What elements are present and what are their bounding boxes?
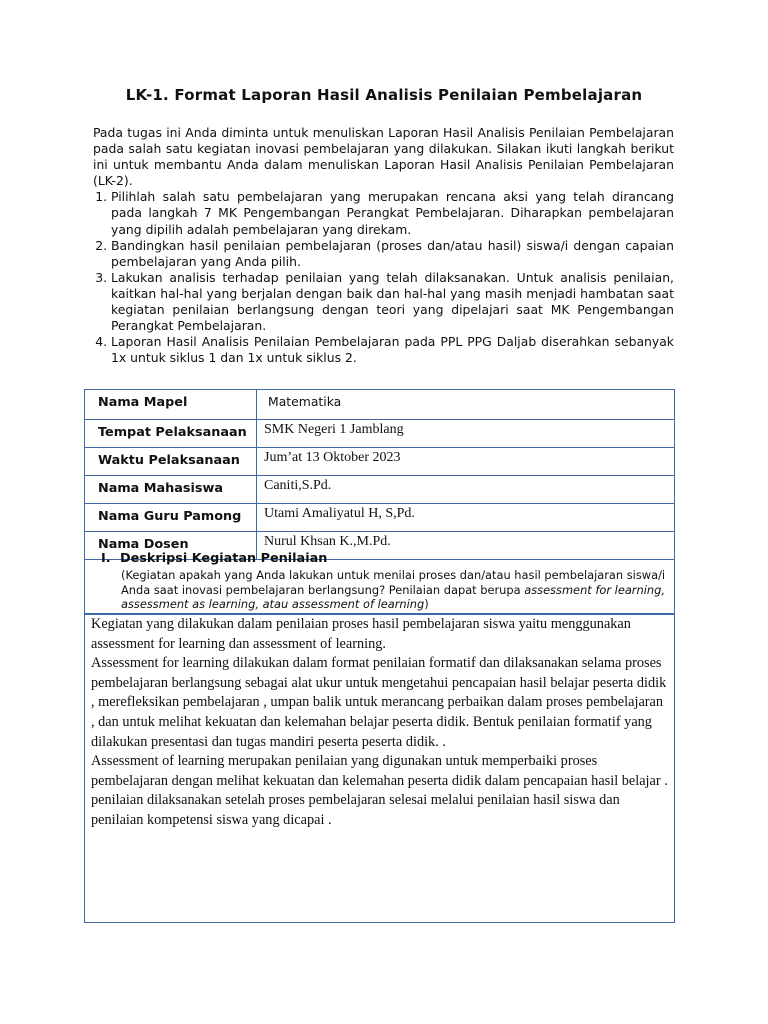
guide-text: (Kegiatan apakah yang Anda lakukan untuk menilai proses dan/atau hasil pembelajaran siswa/i Anda saat inovasi pembelajaran berlangsung? Penilaian dapat berupa [121,568,666,597]
section-number: I. [101,551,111,566]
step-item: 3. Lakukan analisis terhadap penilaian yang telah dilaksanakan. Untuk analisis penilaian, kaitkan hal-hal yang berjalan dengan baik dan hal-hal yang masih menjadi hambatan saat kegiatan penilaian berlangsung dengan teori yang dipelajari saat MK Pengembangan Perangkat Pembelajaran. [111,270,674,334]
answer-box [84,614,675,923]
table-row [85,504,675,532]
intro-paragraph: Pada tugas ini Anda diminta untuk menuliskan Laporan Hasil Analisis Penilaian Pembelajaran pada salah satu kegiatan inovasi pembelajaran yang dilakukan. Silakan ikuti langkah berikut ini untuk membantu Anda dalam menuliskan Laporan Hasil Analisis Penilaian Pembelajaran (LK-2). [93,125,674,189]
guide-closing: ) [424,597,429,612]
section-guide [121,568,666,612]
section-description-header [84,546,675,614]
page-title: LK-1. Format Laporan Hasil Analisis Penilaian Pembelajaran [125,86,643,104]
label-nama-mahasiswa: Nama Mahasiswa [85,476,257,504]
step-item: 2. Bandingkan hasil penilaian pembelajaran (proses dan/atau hasil) siswa/i dengan capaian pembelajaran yang Anda pilih. [111,238,674,270]
table-row [85,420,675,448]
value-waktu-pelaksanaan: Jum’at 13 Oktober 2023 [257,448,675,476]
value-nama-mapel: Matematika [257,390,675,420]
table-row [85,390,675,420]
guide-italic-text: assessment for learning, assessment as learning, atau assessment of learning [121,582,665,612]
value-nama-dosen: Nurul Khsan K.,M.Pd. [257,532,675,560]
answer-paragraph: Assessment for learning dilakukan dalam format penilaian formatif dan dilaksanakan selama proses pembelajaran berlangsung sebagai alat ukur untuk mengetahui pencapaian hasil belajar peserta didik , merefleksikan pembelajaran , umpan balik untuk merancang perbaikan dalam proses pembelajaran , dan untuk melihat kekuatan dan kelemahan belajar peserta didik. Bentuk penilaian formatif yang dilakukan presentasi dan tugas mandiri peserta peserta didik. . [91,655,667,750]
label-nama-mapel: Nama Mapel [85,390,257,420]
label-nama-dosen: Nama Dosen [85,532,257,560]
answer-paragraph: Assessment of learning merupakan penilaian yang digunakan untuk memperbaiki proses pembelajaran dengan melihat kekuatan dan kelemahan peserta didik dalam pencapaian hasil belajar . penilaian dilaksanakan setelah proses pembelajaran selesai melalui penilaian hasil siswa dan penilaian kompetensi siswa yang dicapai . [91,753,668,828]
answer-paragraph: Kegiatan yang dilakukan dalam penilaian proses hasil pembelajaran siswa yaitu menggunakan assessment for learning dan assessment of learning. [91,616,631,652]
step-item: 4. Laporan Hasil Analisis Penilaian Pembelajaran pada PPL PPG Daljab diserahkan sebanyak 1x untuk siklus 1 dan 1x untuk siklus 2. [111,334,674,366]
label-nama-guru-pamong: Nama Guru Pamong [85,504,257,532]
value-nama-mahasiswa: Caniti,S.Pd. [257,476,675,504]
answer-text [91,615,669,831]
section-title: Deskripsi Kegiatan Penilaian [120,551,328,566]
label-waktu-pelaksanaan: Waktu Pelaksanaan [85,448,257,476]
table-row [85,448,675,476]
table-row [85,476,675,504]
step-item: 1. Pilihlah salah satu pembelajaran yang merupakan rencana aksi yang telah dirancang pada langkah 7 MK Pengembangan Perangkat Pembelajaran. Diharapkan pembelajaran yang dipilih adalah pembelajaran yang direkam. [111,189,674,237]
info-table [84,389,675,560]
label-tempat-pelaksanaan: Tempat Pelaksanaan [85,420,257,448]
steps-list [93,189,674,366]
instructions [93,125,674,366]
value-tempat-pelaksanaan: SMK Negeri 1 Jamblang [257,420,675,448]
value-nama-guru-pamong: Utami Amaliyatul H, S,Pd. [257,504,675,532]
section-heading [101,551,327,566]
